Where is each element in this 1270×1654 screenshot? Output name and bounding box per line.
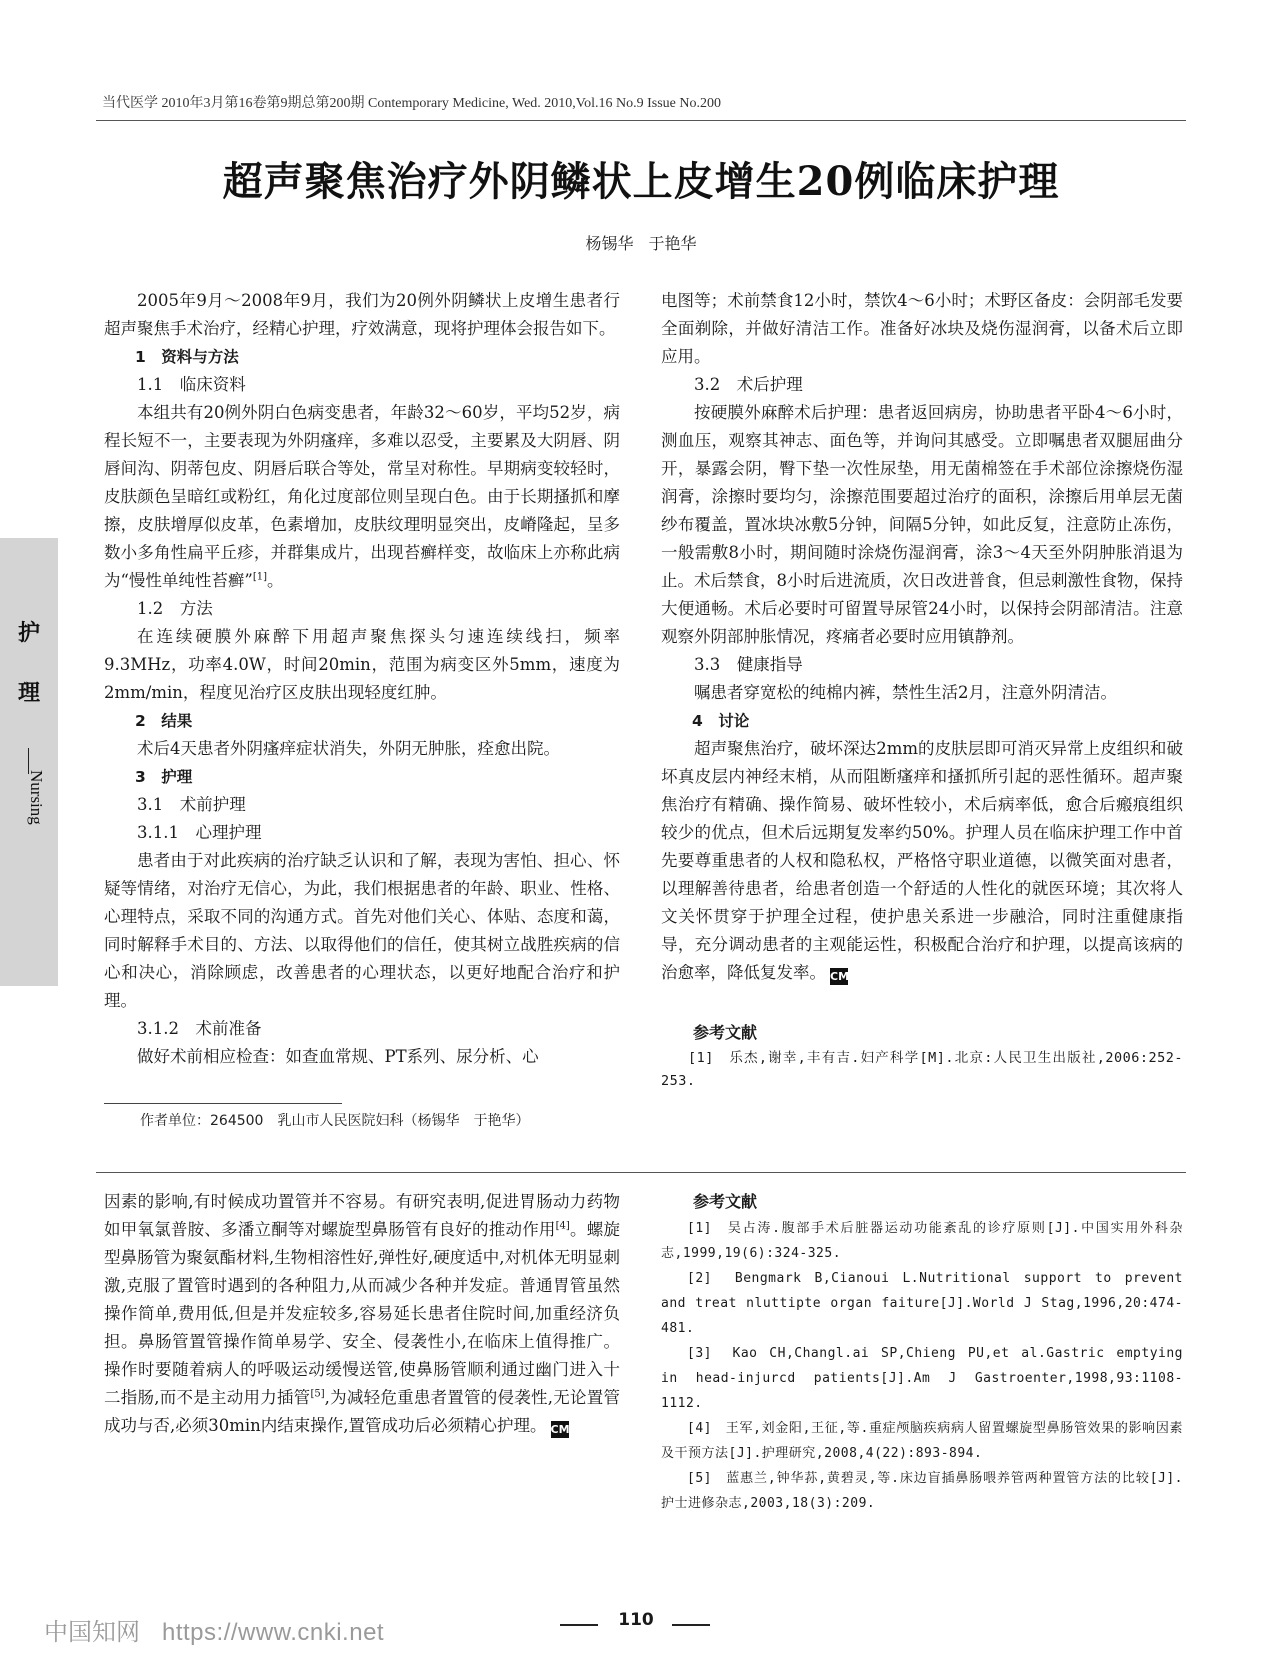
subsection-heading-1-2: 1.2 方法 <box>137 599 213 618</box>
reference-item: [4] 王军,刘金阳,王征,等.重症颅脑疾病病人留置螺旋型鼻肠管效果的影响因素及干预方法[J].护理研究,2008,4(22):893-894. <box>661 1421 1183 1461</box>
paragraph-health-guidance: 嘱患者穿宽松的纯棉内裤，禁性生活2月，注意外阴清洁。 <box>694 683 1117 702</box>
reference-item: [3] Kao CH,Changl.ai SP,Chieng PU,et al.Gastric emptying in head-injurcd patients[J].Am J Gastroenter,1998,93:1108-1112. <box>661 1346 1183 1411</box>
page-number-rule-left <box>560 1624 598 1626</box>
intro-paragraph: 2005年9月～2008年9月，我们为20例外阴鳞状上皮增生患者行超声聚焦手术治疗，经精心护理，疗效满意，现将护理体会报告如下。 <box>104 291 620 338</box>
watermark-url[interactable]: https://www.cnki.net <box>162 1619 385 1646</box>
section-heading-3: 3 护理 <box>135 768 193 786</box>
side-tab-char-1: 护 <box>17 620 40 646</box>
article-title: 超声聚焦治疗外阴鳞状上皮增生20例临床护理 <box>222 158 1060 205</box>
paragraph-postop-care: 按硬膜外麻醉术后护理：患者返回病房，协助患者平卧4～6小时，测血压，观察其神志、面色等，并询问其感受。立即嘱患者双腿屈曲分开，暴露会阴，臀下垫一次性尿垫，用无菌棉签在手术部位涂擦烧伤湿润膏，涂擦时要均匀，涂擦范围要超过治疗的面积，涂擦后用单层无菌纱布覆盖，置冰块冰敷5分钟，间隔5分钟，如此反复，注意防止冻伤，一般需敷8小时，期间随时涂烧伤湿润膏，涂3～4天至外阴肿胀消退为止。术后禁食，8小时后进流质，次日改进普食，但忌刺激性食物，保持大便通畅。术后必要时可留置导尿管24小时，以保持会阴部清洁。注意观察外阴部肿胀情况，疼痛者必要时应用镇静剂。 <box>661 403 1183 646</box>
subsection-heading-3-1-1: 3.1.1 心理护理 <box>137 823 262 842</box>
right-column <box>661 287 1183 1093</box>
subsection-heading-3-1-2: 3.1.2 术前准备 <box>137 1019 262 1038</box>
subsection-heading-3-2: 3.2 术后护理 <box>694 375 803 394</box>
paragraph-method: 在连续硬膜外麻醉下用超声聚焦探头匀速连续线扫，频率9.3MHz，功率4.0W，时间20min，范围为病变区外5mm，速度为2mm/min，程度见治疗区皮肤出现轻度红肿。 <box>104 627 620 702</box>
author-affiliation: 作者单位：264500 乳山市人民医院妇科（杨锡华 于艳华） <box>140 1113 530 1129</box>
prev-references-heading: 参考文献 <box>693 1192 758 1211</box>
citation-4: [4] <box>555 1220 570 1232</box>
paragraph-prev-article-end: 因素的影响,有时候成功置管并不容易。有研究表明,促进胃肠动力药物如甲氧氯普胺、多潘立酮等对螺旋型鼻肠管有良好的推动作用[4]。螺旋型鼻肠管为聚氨酯材料,生物相溶性好,弹性好,硬度适中,对机体无明显刺激,克服了置管时遇到的各种阻力,从而减少各种并发症。普通胃管虽然操作简单,费用低,但是并发症较多,容易延长患者住院时间,加重经济负担。鼻肠管置管操作简单易学、安全、侵袭性小,在临床上值得推广。操作时要随着病人的呼吸运动缓慢送管,使鼻肠管顺利通过幽门进入十二指肠,而不是主动用力插管[5],为减轻危重患者置管的侵袭性,无论置管成功与否,必须30min内结束操作,置管成功后必须精心护理。 CM <box>104 1192 621 1436</box>
bottom-left-column <box>104 1188 620 1440</box>
reference-item: [5] 蓝惠兰,钟华荪,黄碧灵,等.床边盲插鼻肠喂养管两种置管方法的比较[J].护士进修杂志,2003,18(3):209. <box>661 1471 1183 1511</box>
paragraph-psych-care: 患者由于对此疾病的治疗缺乏认识和了解，表现为害怕、担心、怀疑等情绪，对治疗无信心，为此，我们根据患者的年龄、职业、性格、心理特点，采取不同的沟通方式。首先对他们关心、体贴、态度和蔼，同时解释手术目的、方法、以取得他们的信任，使其树立战胜疾病的信心和决心，消除顾虑，改善患者的心理状态，以更好地配合治疗和护理。 <box>104 851 620 1010</box>
prev-article-end-mark-icon: CM <box>550 1423 570 1436</box>
reference-item: [1] 吴占涛.腹部手术后脏器运动功能紊乱的诊疗原则[J].中国实用外科杂志,1999,19(6):324-325. <box>661 1221 1183 1261</box>
subsection-heading-3-1: 3.1 术前护理 <box>137 795 246 814</box>
paragraph-discussion: 超声聚焦治疗，破坏深达2mm的皮肤层即可消灭异常上皮组织和破坏真皮层内神经末梢，从而阻断瘙痒和搔抓所引起的恶性循环。超声聚焦治疗有精确、操作简易、破坏性较小，术后病率低，愈合后瘢痕组织较少的优点，但术后远期复发率约50%。护理人员在临床护理工作中首先要尊重患者的人权和隐私权，严格恪守职业道德，以微笑面对患者，以理解善待患者，给患者创造一个舒适的人性化的就医环境；其次将人文关怀贯穿于护理全过程，使护患关系进一步融洽，同时注重健康指导，充分调动患者的主观能运性，积极配合治疗和护理，以提高该病的治愈率，降低复发率。 CM <box>661 739 1183 983</box>
paragraph-preop-continued: 电图等；术前禁食12小时，禁饮4～6小时；术野区备皮：会阴部毛发要全面剃除，并做好清洁工作。准备好冰块及烧伤湿润膏，以备术后立即应用。 <box>661 291 1183 366</box>
section-heading-1: 1 资料与方法 <box>135 348 239 366</box>
subsection-heading-1-1: 1.1 临床资料 <box>137 375 246 394</box>
page-number: 110 <box>618 1610 654 1630</box>
references-heading: 参考文献 <box>693 1023 758 1042</box>
citation-5: [5] <box>310 1388 325 1400</box>
article-authors: 杨锡华 于艳华 <box>585 234 697 253</box>
paragraph-results: 术后4天患者外阴瘙痒症状消失，外阴无肿胀，痊愈出院。 <box>137 739 560 758</box>
article-end-mark-icon: CM <box>830 970 850 983</box>
side-tab-english: Nursing <box>27 770 46 825</box>
bottom-right-references <box>661 1188 1183 1516</box>
header-rule <box>96 120 1186 121</box>
paragraph-clinical-data: 本组共有20例外阴白色病变患者，年龄32～60岁，平均52岁，病程长短不一，主要表现为外阴瘙痒，多难以忍受，主要累及大阴唇、阴唇间沟、阴蒂包皮、阴唇后联合等处，常呈对称性。早期病变较轻时，皮肤颜色呈暗红或粉红，角化过度部位则呈现白色。由于长期搔抓和摩擦，皮肤增厚似皮革，色素增加，皮肤纹理明显突出，皮嵴隆起，呈多数小多角性扁平丘疹，并群集成片，出现苔癣样变，故临床上亦称此病为“慢性单纯性苔癣”[1]。 <box>104 403 620 590</box>
left-column <box>104 287 620 1071</box>
running-head: 当代医学 2010年3月第16卷第9期总第200期 Contemporary Medicine, Wed. 2010,Vol.16 No.9 Issue No.200 <box>102 96 721 111</box>
citation-1: [1] <box>252 571 268 583</box>
reference-item: [1] 乐杰,谢幸,丰有吉.妇产科学[M].北京:人民卫生出版社,2006:252-253. <box>661 1050 1183 1089</box>
watermark-text: 中国知网 <box>44 1618 140 1646</box>
paragraph-preop-prep: 做好术前相应检查：如查血常规、PT系列、尿分析、心 <box>137 1047 539 1066</box>
cnki-watermark <box>44 1612 384 1647</box>
section-heading-2: 2 结果 <box>135 712 193 730</box>
article-separator-rule <box>96 1172 1186 1173</box>
footnote-rule <box>104 1103 342 1104</box>
side-tab-char-2: 理 <box>17 680 40 706</box>
page-number-rule-right <box>672 1624 710 1626</box>
section-heading-4: 4 讨论 <box>692 712 750 730</box>
section-side-tab <box>0 538 58 986</box>
subsection-heading-3-3: 3.3 健康指导 <box>694 655 803 674</box>
reference-item: [2] Bengmark B,Cianoui L.Nutritional support to prevent and treat nluttipte organ faiture[J].World J Stag,1996,20:474-481. <box>661 1271 1183 1336</box>
